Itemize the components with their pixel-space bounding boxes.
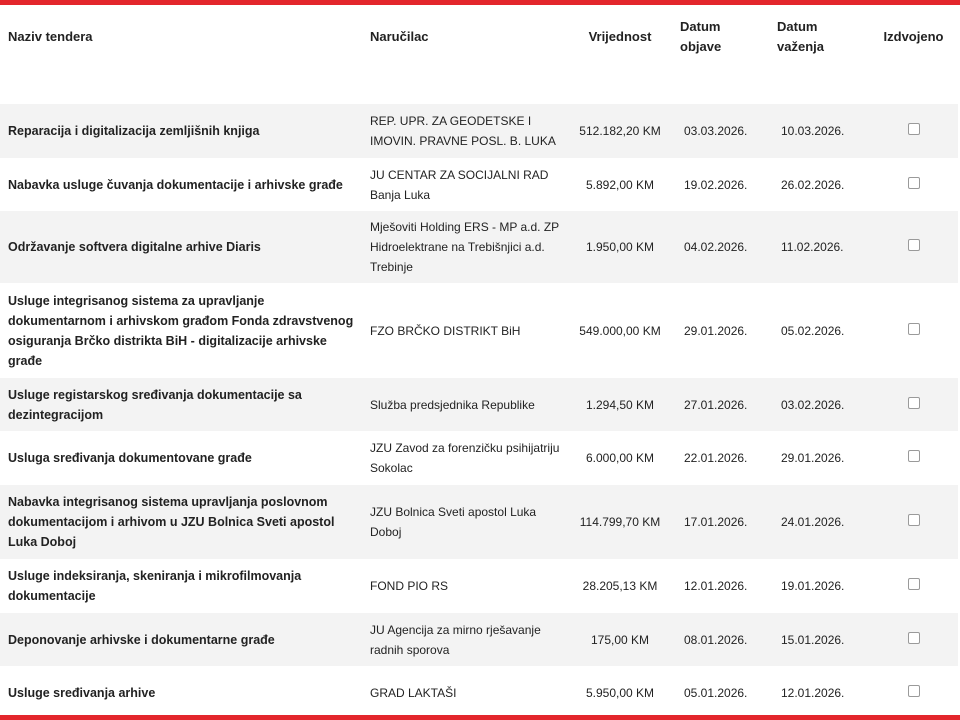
featured-checkbox[interactable] xyxy=(908,397,920,409)
tender-name-link[interactable]: Nabavka integrisanog sistema upravljanja poslovnom dokumentacijom i arhivom u JZU Bolnica Sveti apostol Luka Doboj xyxy=(0,485,362,559)
tender-name-link[interactable]: Održavanje softvera digitalne arhive Diaris xyxy=(0,211,362,283)
table-row[interactable] xyxy=(0,666,958,720)
tender-buyer: JU CENTAR ZA SOCIJALNI RAD Banja Luka xyxy=(362,158,568,211)
featured-cell xyxy=(869,666,958,720)
featured-checkbox[interactable] xyxy=(908,239,920,251)
table-header-row xyxy=(0,5,958,104)
featured-checkbox[interactable] xyxy=(908,450,920,462)
tender-expiry-date: 19.01.2026. xyxy=(769,559,869,613)
tender-value: 512.182,20 KM xyxy=(568,104,672,158)
tender-published-date: 05.01.2026. xyxy=(672,666,769,720)
table-row[interactable] xyxy=(0,613,958,666)
tender-value: 5.892,00 KM xyxy=(568,158,672,211)
tender-published-date: 19.02.2026. xyxy=(672,158,769,211)
bottom-accent-bar xyxy=(0,715,960,720)
featured-cell xyxy=(869,559,958,613)
featured-cell xyxy=(869,378,958,431)
featured-checkbox[interactable] xyxy=(908,514,920,526)
featured-cell xyxy=(869,104,958,158)
tender-name-link[interactable]: Reparacija i digitalizacija zemljišnih knjiga xyxy=(0,104,362,158)
tender-published-date: 03.03.2026. xyxy=(672,104,769,158)
tender-expiry-date: 10.03.2026. xyxy=(769,104,869,158)
tender-published-date: 08.01.2026. xyxy=(672,613,769,666)
table-row[interactable] xyxy=(0,158,958,211)
tender-value: 5.950,00 KM xyxy=(568,666,672,720)
featured-checkbox[interactable] xyxy=(908,578,920,590)
tender-expiry-date: 29.01.2026. xyxy=(769,431,869,485)
header-expires: Datum važenja xyxy=(777,19,824,54)
featured-checkbox[interactable] xyxy=(908,685,920,697)
tender-name-link[interactable]: Usluge integrisanog sistema za upravljanje dokumentarnom i arhivskom građom Fonda zdravstvenog osiguranja Brčko distrikta BiH - digitalizacije arhivske građe xyxy=(0,283,362,378)
tender-buyer: JZU Bolnica Sveti apostol Luka Doboj xyxy=(362,485,568,559)
tender-value: 114.799,70 KM xyxy=(568,485,672,559)
header-name: Naziv tendera xyxy=(8,29,93,44)
header-featured: Izdvojeno xyxy=(883,29,944,44)
tender-expiry-date: 12.01.2026. xyxy=(769,666,869,720)
table-row[interactable] xyxy=(0,431,958,485)
tender-published-date: 29.01.2026. xyxy=(672,283,769,378)
tender-name-link[interactable]: Usluge registarskog sređivanja dokumentacije sa dezintegracijom xyxy=(0,378,362,431)
tender-value: 1.950,00 KM xyxy=(568,211,672,283)
header-published: Datum objave xyxy=(680,19,722,54)
tender-expiry-date: 15.01.2026. xyxy=(769,613,869,666)
tender-published-date: 12.01.2026. xyxy=(672,559,769,613)
tender-buyer: JU Agencija za mirno rješavanje radnih sporova xyxy=(362,613,568,666)
tender-buyer: Služba predsjednika Republike xyxy=(362,378,568,431)
featured-cell xyxy=(869,283,958,378)
featured-cell xyxy=(869,431,958,485)
table-row[interactable] xyxy=(0,485,958,559)
tender-published-date: 04.02.2026. xyxy=(672,211,769,283)
tender-name-link[interactable]: Usluge sređivanja arhive xyxy=(0,666,362,720)
tender-buyer: REP. UPR. ZA GEODETSKE I IMOVIN. PRAVNE POSL. B. LUKA xyxy=(362,104,568,158)
tender-value: 28.205,13 KM xyxy=(568,559,672,613)
featured-cell xyxy=(869,211,958,283)
featured-checkbox[interactable] xyxy=(908,323,920,335)
tender-published-date: 27.01.2026. xyxy=(672,378,769,431)
header-value: Vrijednost xyxy=(588,29,652,44)
tender-expiry-date: 26.02.2026. xyxy=(769,158,869,211)
tender-value: 549.000,00 KM xyxy=(568,283,672,378)
tender-expiry-date: 03.02.2026. xyxy=(769,378,869,431)
featured-cell xyxy=(869,158,958,211)
tenders-table xyxy=(0,5,958,720)
table-row[interactable] xyxy=(0,283,958,378)
tender-value: 175,00 KM xyxy=(568,613,672,666)
header-buyer: Naručilac xyxy=(370,29,429,44)
featured-cell xyxy=(869,485,958,559)
tender-buyer: GRAD LAKTAŠI xyxy=(362,666,568,720)
tender-expiry-date: 05.02.2026. xyxy=(769,283,869,378)
tender-name-link[interactable]: Deponovanje arhivske i dokumentarne građe xyxy=(0,613,362,666)
table-row[interactable] xyxy=(0,559,958,613)
featured-checkbox[interactable] xyxy=(908,123,920,135)
table-row[interactable] xyxy=(0,211,958,283)
featured-checkbox[interactable] xyxy=(908,632,920,644)
tender-expiry-date: 11.02.2026. xyxy=(769,211,869,283)
table-row[interactable] xyxy=(0,104,958,158)
tender-name-link[interactable]: Usluge indeksiranja, skeniranja i mikrofilmovanja dokumentacije xyxy=(0,559,362,613)
table-row[interactable] xyxy=(0,378,958,431)
tender-value: 6.000,00 KM xyxy=(568,431,672,485)
featured-cell xyxy=(869,613,958,666)
tender-name-link[interactable]: Usluga sređivanja dokumentovane građe xyxy=(0,431,362,485)
tender-buyer: FZO BRČKO DISTRIKT BiH xyxy=(362,283,568,378)
tender-buyer: JZU Zavod za forenzičku psihijatriju Sokolac xyxy=(362,431,568,485)
tender-buyer: FOND PIO RS xyxy=(362,559,568,613)
tender-value: 1.294,50 KM xyxy=(568,378,672,431)
featured-checkbox[interactable] xyxy=(908,177,920,189)
tender-name-link[interactable]: Nabavka usluge čuvanja dokumentacije i arhivske građe xyxy=(0,158,362,211)
tender-published-date: 17.01.2026. xyxy=(672,485,769,559)
tender-expiry-date: 24.01.2026. xyxy=(769,485,869,559)
tender-buyer: Mješoviti Holding ERS - MP a.d. ZP Hidroelektrane na Trebišnjici a.d. Trebinje xyxy=(362,211,568,283)
tender-published-date: 22.01.2026. xyxy=(672,431,769,485)
